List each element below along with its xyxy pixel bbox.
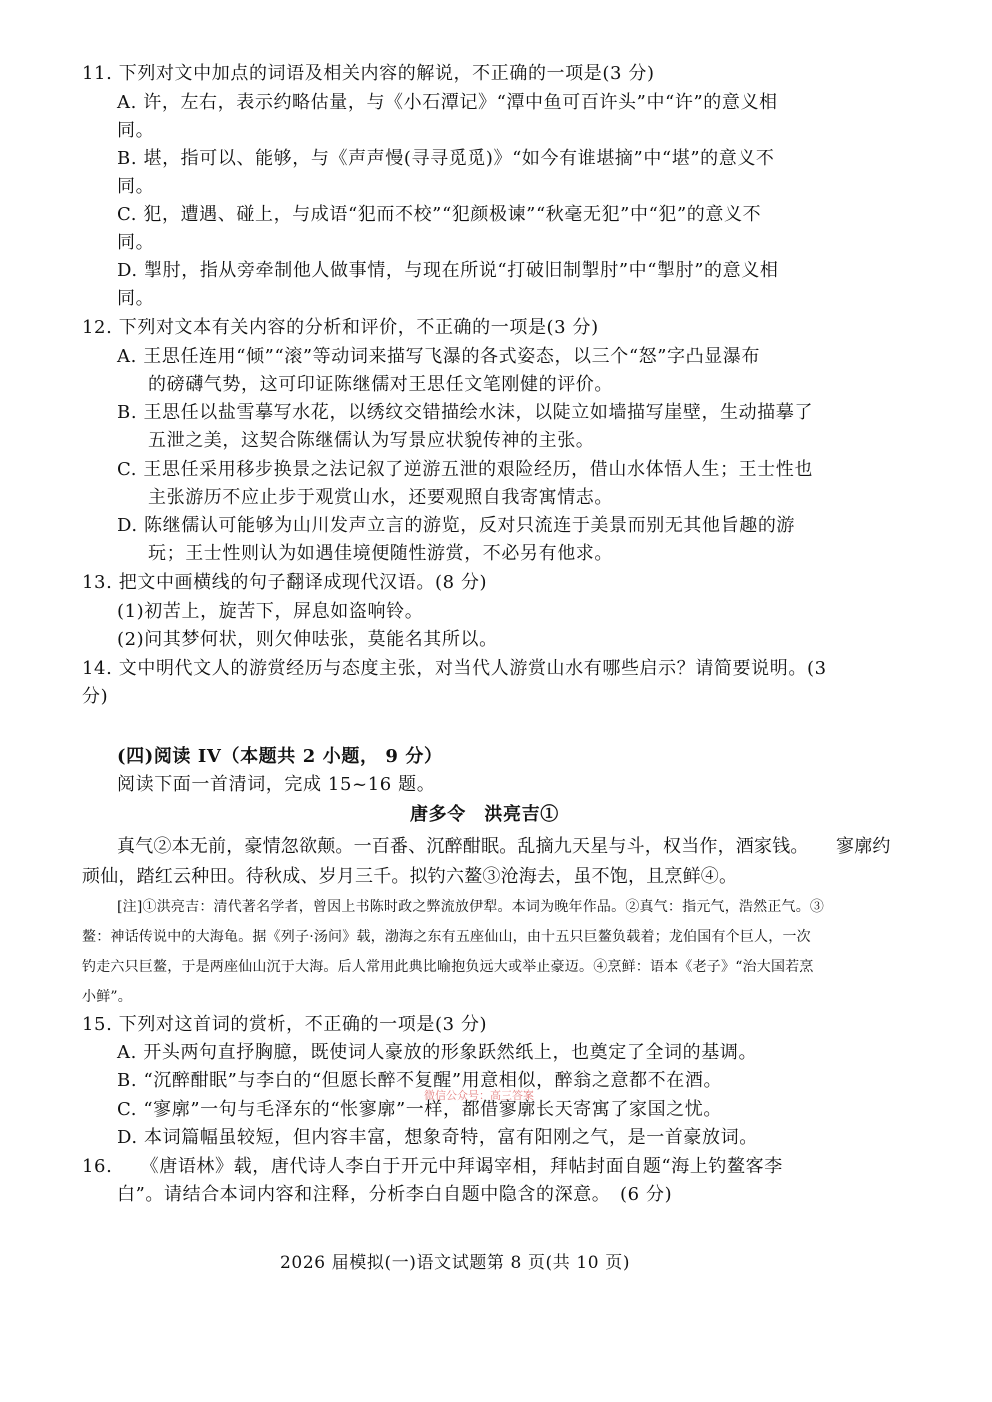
q12-option-b-line2: 五泄之美，这契合陈继儒认为写景应状貌传神的主张。 (148, 430, 595, 451)
annotation-line1: [注]①洪亮吉：清代著名学者，曾因上书陈时政之弊流放伊犁。本词为晚年作品。②真气：指元气，浩然正气。③ (117, 899, 825, 915)
q11-option-c-line1: C. 犯，遭遇、碰上，与成语“犯而不校”“犯颜极谏”“秋毫无犯”中“犯”的意义不 (117, 204, 762, 225)
annotation-line3: 钓走六只巨鳌，于是两座仙山沉于大海。后人常用此典比喻抱负远大或举止豪迈。④烹鲜：语本《老子》“治大国若烹 (82, 959, 814, 975)
q12-stem: 12. 下列对文本有关内容的分析和评价，不正确的一项是(3 分) (82, 317, 599, 338)
poem-title: 唐多令 洪亮吉① (410, 804, 559, 825)
q11-option-d-line2: 同。 (117, 288, 155, 309)
q14-line1: 14. 文中明代文人的游赏经历与态度主张，对当代人游赏山水有哪些启示？请简要说明。(3 (82, 658, 827, 679)
poem-line2: 顽仙，踏红云种田。待秋成、岁月三千。拟钓六鳌③沧海去，虽不饱，且烹鲜④。 (82, 866, 738, 887)
page-footer: 2026 届模拟(一)语文试题第 8 页(共 10 页) (280, 1253, 631, 1273)
q12-option-c-line2: 主张游历不应止步于观赏山水，还要观照自我寄寓情志。 (148, 487, 613, 508)
q12-option-d-line2: 玩；王士性则认为如遇佳境便随性游赏，不必另有他求。 (148, 543, 613, 564)
q12-option-b-line1: B. 王思任以盐雪摹写水花，以绣纹交错描绘水沫，以陡立如墙描写崖壁，生动描摹了 (117, 402, 814, 423)
q13-sentence-1: (1)初苦上，旋苦下，屏息如盗响铃。 (117, 601, 424, 622)
q11-option-b-line1: B. 堪，指可以、能够，与《声声慢(寻寻觅觅)》“如今有谁堪摘”中“堪”的意义不 (117, 148, 775, 169)
q12-option-a-line1: A. 王思任连用“倾”“滚”等动词来描写飞瀑的各式姿态，以三个“怒”字凸显瀑布 (117, 346, 761, 367)
q15-stem: 15. 下列对这首词的赏析，不正确的一项是(3 分) (82, 1014, 488, 1035)
q12-option-a-line2: 的磅礴气势，这可印证陈继儒对王思任文笔刚健的评价。 (148, 374, 613, 395)
poem-line1: 真气②本无前，豪情忽欲颠。一百番、沉醉酣眠。乱摘九天星与斗，权当作，酒家钱。 寥廓约 (117, 836, 891, 857)
q15-option-b: B. “沉醉酣眠”与李白的“但愿长醉不复醒”用意相似，醉翁之意都不在酒。 (117, 1070, 723, 1091)
annotation-line2: 鳌：神话传说中的大海龟。据《列子·汤问》载，渤海之东有五座仙山，由十五只巨鳌负载着；龙伯国有个巨人，一次 (82, 929, 811, 945)
section-instruction: 阅读下面一首清词，完成 15~16 题。 (117, 774, 436, 795)
watermark: 微信公众号：高三答案 (424, 1089, 534, 1102)
section-heading: (四)阅读 IV（本题共 2 小题， 9 分） (117, 746, 443, 767)
q11-stem: 11. 下列对文中加点的词语及相关内容的解说，不正确的一项是(3 分) (82, 63, 655, 84)
q13-sentence-2: (2)问其梦何状，则欠伸呿张，莫能名其所以。 (117, 629, 498, 650)
q13-stem: 13. 把文中画横线的句子翻译成现代汉语。(8 分) (82, 572, 488, 593)
q11-option-a-line2: 同。 (117, 120, 155, 141)
q16-line2: 白”。请结合本词内容和注释，分析李白自题中隐含的深意。 (6 分) (117, 1184, 673, 1205)
q11-option-c-line2: 同。 (117, 232, 155, 253)
q12-option-c-line1: C. 王思任采用移步换景之法记叙了逆游五泄的艰险经历，借山水体悟人生；王士性也 (117, 459, 813, 480)
annotation-line4: 小鲜”。 (82, 989, 132, 1005)
q11-option-a-line1: A. 许，左右，表示约略估量，与《小石潭记》“潭中鱼可百许头”中“许”的意义相 (117, 92, 778, 113)
q14-line2: 分) (82, 686, 109, 707)
q15-option-c: C. “寥廓”一句与毛泽东的“怅寥廓”一样，都借寥廓长天寄寓了家国之忧。 (117, 1099, 722, 1120)
q12-option-d-line1: D. 陈继儒认可能够为山川发声立言的游览，反对只流连于美景而别无其他旨趣的游 (117, 515, 796, 536)
q15-option-a: A. 开头两句直抒胸臆，既使词人豪放的形象跃然纸上，也奠定了全词的基调。 (117, 1042, 758, 1063)
q16-line1: 16. 《唐语林》载，唐代诗人李白于开元中拜谒宰相，拜帖封面自题“海上钓鳌客李 (82, 1156, 783, 1177)
q11-option-b-line2: 同。 (117, 176, 155, 197)
q15-option-d: D. 本词篇幅虽较短，但内容丰富，想象奇特，富有阳刚之气，是一首豪放词。 (117, 1127, 758, 1148)
q11-option-d-line1: D. 掣肘，指从旁牵制他人做事情，与现在所说“打破旧制掣肘”中“掣肘”的意义相 (117, 260, 779, 281)
